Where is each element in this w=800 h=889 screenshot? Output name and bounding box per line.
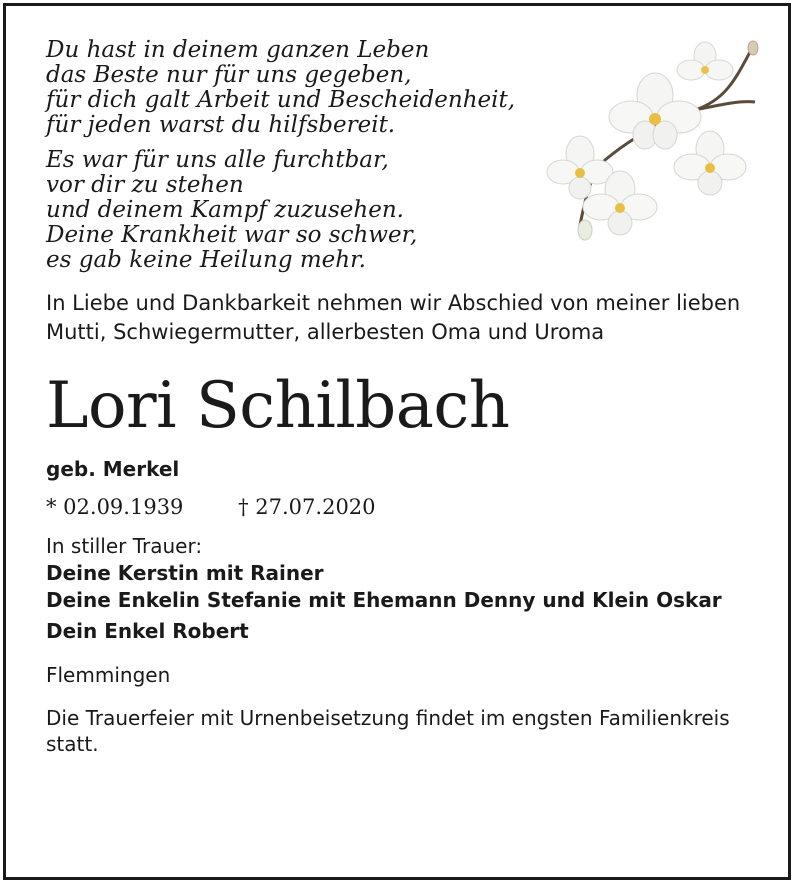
poem-line: für jeden warst du hilfsbereit.: [46, 112, 396, 138]
mourners-block: [46, 533, 746, 645]
death-date: † 27.07.2020: [238, 495, 376, 519]
place-name: Flemmingen: [46, 663, 171, 687]
life-dates: [46, 495, 746, 519]
funeral-notice: Die Trauerfeier mit Urnenbeisetzung findet im engsten Familienkreis statt.: [46, 706, 730, 756]
deceased-name: Lori Schilbach: [46, 369, 510, 443]
poem-line: es gab keine Heilung mehr.: [46, 247, 366, 273]
mourner-line: Deine Kerstin mit Rainer: [46, 561, 324, 585]
intro-text: In Liebe und Dankbarkeit nehmen wir Abschied von meiner lieben Mutti, Schwiegermutter, allerbesten Oma und Uroma: [46, 291, 741, 344]
mourner-line: Dein Enkel Robert: [46, 619, 249, 643]
obituary-content: [46, 38, 746, 757]
maiden-name: geb. Merkel: [46, 457, 180, 481]
poem-line: Du hast in deinem ganzen Leben: [46, 37, 430, 63]
mourner-line: Deine Enkelin Stefanie mit Ehemann Denny und Klein Oskar: [46, 588, 722, 612]
poem-line: für dich galt Arbeit und Bescheidenheit,: [46, 87, 516, 113]
poem-stanza-2: [46, 148, 746, 273]
birth-date: * 02.09.1939: [46, 495, 184, 519]
poem-line: Deine Krankheit war so schwer,: [46, 222, 418, 248]
poem-stanza-1: [46, 38, 746, 138]
poem-line: vor dir zu stehen: [46, 172, 244, 198]
mourners-heading: In stiller Trauer:: [46, 534, 203, 558]
poem-line: und deinem Kampf zuzusehen.: [46, 197, 404, 223]
poem-line: das Beste nur für uns gegeben,: [46, 62, 412, 88]
poem-line: Es war für uns alle furchtbar,: [46, 147, 389, 173]
